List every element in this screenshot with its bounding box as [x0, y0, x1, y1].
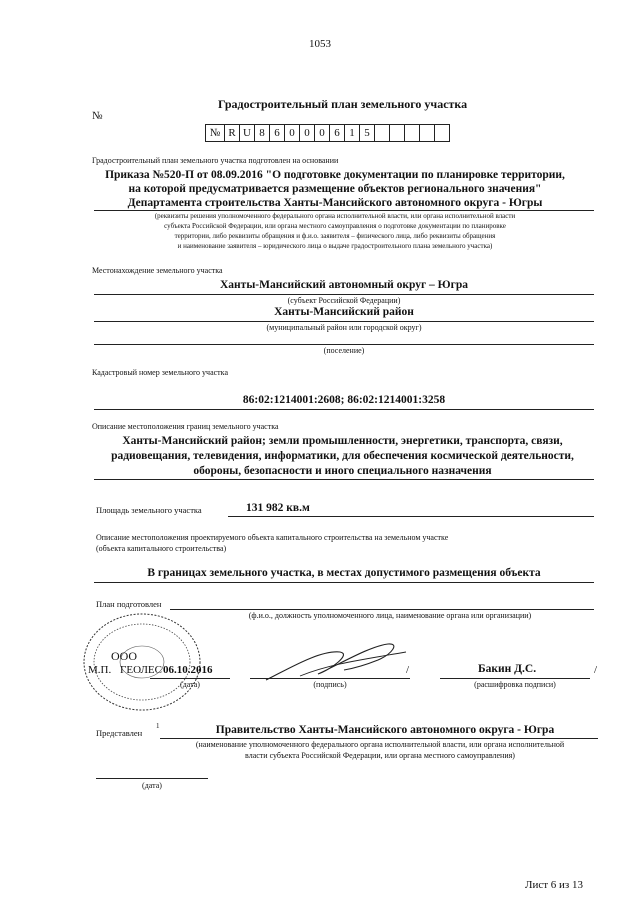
stamp-mp: М.П.	[88, 664, 112, 676]
name-caption: (расшифровка подписи)	[474, 680, 556, 689]
slash-1: /	[406, 664, 410, 676]
presented-footnote: 1	[156, 722, 160, 730]
object-underline	[94, 582, 594, 583]
plan-number-char: 0	[315, 125, 330, 142]
area-value: 131 982 кв.м	[246, 502, 310, 514]
plan-number-char: 0	[285, 125, 300, 142]
plan-number-table	[205, 124, 450, 142]
plan-number-char: 6	[270, 125, 285, 142]
page-number: 1053	[309, 38, 331, 50]
subject-caption: (субъект Российской Федерации)	[287, 296, 401, 305]
area-label: Площадь земельного участка	[96, 505, 202, 515]
basis-caption-4: и наименование заявителя – юридического лица о выдаче градостроительного плана земельного участка)	[177, 242, 493, 250]
basis-line-1: Приказа №520-П от 08.09.2016 "О подготовке документации по планировке территории,	[105, 169, 565, 181]
plan-number-char: 5	[360, 125, 375, 142]
name-underline	[440, 678, 590, 679]
plan-number-char	[435, 125, 450, 142]
plan-number-char: 1	[345, 125, 360, 142]
plan-number-char: 6	[330, 125, 345, 142]
basis-line-2: на которой предусматривается размещение объектов регионального значения"	[128, 183, 542, 195]
signature-caption: (подпись)	[313, 680, 347, 689]
plan-number-char	[405, 125, 420, 142]
basis-label: Градостроительный план земельного участка подготовлен на основании	[92, 156, 339, 165]
signer-name: Бакин Д.С.	[478, 663, 537, 675]
prepared-underline	[170, 609, 594, 610]
plan-number-char: R	[225, 125, 240, 142]
date-caption: (дата)	[180, 680, 200, 689]
date-underline	[150, 678, 230, 679]
district-underline	[94, 321, 594, 322]
presented-underline	[160, 738, 598, 739]
basis-caption-2: субъекта Российской Федерации, или органа местного самоуправления о подготовке документации по планировке	[164, 222, 506, 230]
stamp-seal	[80, 606, 210, 716]
plan-number-symbol: №	[206, 125, 225, 142]
plan-number-char: 8	[255, 125, 270, 142]
plan-number-char: U	[240, 125, 255, 142]
location-district: Ханты-Мансийский район	[274, 306, 414, 318]
object-label-1: Описание местоположения проектируемого объекта капитального строительства на земельном участке	[96, 533, 449, 542]
settlement-underline	[94, 344, 594, 345]
boundaries-line-1: Ханты-Мансийский район; земли промышленности, энергетики, транспорта, связи,	[122, 435, 563, 447]
prepared-label: План подготовлен	[96, 599, 162, 609]
presented-caption-2: власти субъекта Российской Федерации, или органа местного самоуправления)	[245, 751, 515, 760]
presented-caption-1: (наименование уполномоченного федерального органа исполнительной власти, или органа исполнительной	[195, 740, 565, 749]
document-title: Градостроительный план земельного участка	[218, 97, 468, 111]
subject-underline	[94, 294, 594, 295]
object-value: В границах земельного участка, в местах допустимого размещения объекта	[147, 567, 541, 579]
stamp-text-1: ООО	[111, 649, 137, 663]
settlement-caption: (поселение)	[323, 346, 365, 355]
boundaries-underline	[94, 479, 594, 480]
slash-2: /	[594, 664, 598, 676]
basis-caption-3: территории, либо реквизиты обращения и ф.и.о. заявителя – физического лица, либо реквизиты обращения	[174, 232, 496, 240]
plan-number-char	[375, 125, 390, 142]
presented-date-underline	[96, 778, 208, 779]
basis-caption-1: (реквизиты решения уполномоченного федерального органа исполнительной власти, или органа исполнительной власти	[154, 212, 516, 220]
location-subject: Ханты-Мансийский автономный округ – Югра	[219, 279, 468, 291]
basis-line-3: Департамента строительства Ханты-Мансийского автономного округа - Югры	[127, 197, 543, 209]
sheet-number: Лист 6 из 13	[525, 879, 584, 891]
district-caption: (муниципальный район или городской округ)	[266, 323, 422, 332]
plan-number-char	[420, 125, 435, 142]
cadastral-underline	[94, 409, 594, 410]
signature-underline	[250, 678, 410, 679]
boundaries-line-3: обороны, безопасности и иного специального назначения	[193, 465, 492, 477]
presented-date-caption: (дата)	[142, 781, 162, 790]
boundaries-label: Описание местоположения границ земельного участка	[92, 422, 279, 431]
plan-number-char: 0	[300, 125, 315, 142]
prepared-date: 06.10.2016	[163, 664, 213, 676]
boundaries-line-2: радиовещания, телевидения, информатики, для обеспечения космической деятельности,	[111, 450, 574, 462]
number-label: №	[92, 110, 103, 122]
object-label-2: (объекта капитального строительства)	[96, 544, 227, 553]
location-label: Местонахождение земельного участка	[92, 266, 223, 275]
prepared-caption: (ф.и.о., должность уполномоченного лица, наименование органа или организации)	[248, 611, 532, 620]
area-underline	[228, 516, 594, 517]
presented-label: Представлен	[96, 728, 143, 738]
stamp-text-2: ГЕОЛЕС	[120, 664, 162, 676]
cadastral-label: Кадастровый номер земельного участка	[92, 368, 228, 377]
cadastral-number: 86:02:1214001:2608; 86:02:1214001:3258	[242, 394, 446, 406]
presented-value: Правительство Ханты-Мансийского автономного округа - Югра	[215, 724, 555, 736]
plan-number-char	[390, 125, 405, 142]
